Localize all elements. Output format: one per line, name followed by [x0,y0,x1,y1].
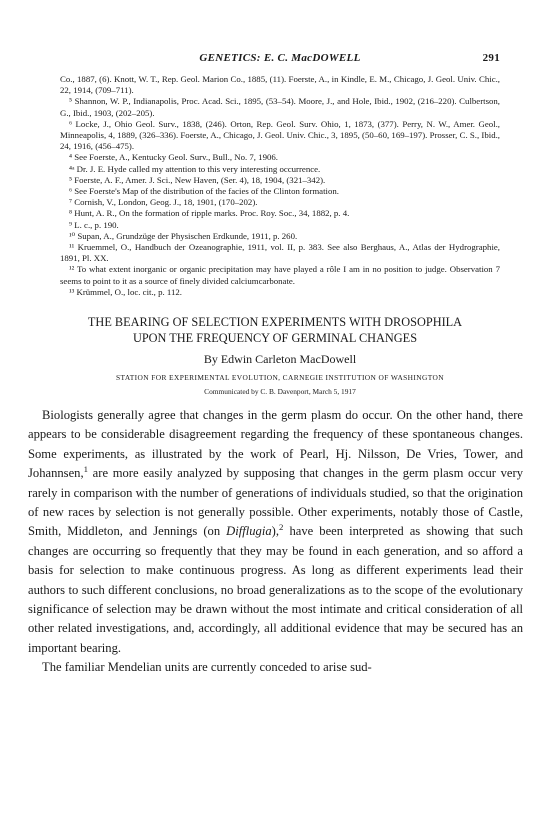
paragraph-text: Biologists generally agree that changes in the germ plasm do occur. On the other hand, there appears to be considerable disagreement regarding the frequency of these spontaneous changes. Some experiments, as illustrated by the work of Pearl, Hj. Nilsson, De Vries, Tower, and Johannsen, [28,408,523,481]
footnotes [60,74,500,298]
footnote: ⁸ Hunt, A. R., On the formation of ripple marks. Proc. Roy. Soc., 34, 1882, p. 4. [69,208,350,219]
footnote: ⁶ See Foerste's Map of the distribution of the facies of the Clinton formation. [69,186,339,197]
article-title-line: UPON THE FREQUENCY OF GERMINAL CHANGES [132,331,418,345]
running-title: GENETICS: E. C. MacDOWELL [199,52,361,64]
communicated-note: Communicated by C. B. Davenport, March 5, 1917 [204,387,356,396]
page-number: 291 [482,52,500,64]
footnote-ref: 2 [279,522,284,533]
footnote: ¹³ Krümmel, O., loc. cit., p. 112. [69,286,182,297]
footnote: ¹⁰ Supan, A., Grundzüge der Physischen Erdkunde, 1911, p. 260. [69,230,298,241]
footnote: ¹² To what extent inorganic or organic precipitation may have played a rôle I am in no position to judge. Observation 7 seems to point to it as a source of finely divided calciumcarbonate. [60,264,500,286]
footnote: ⁵ Shannon, W. P., Indianapolis, Proc. Acad. Sci., 1895, (53–54). Moore, J., and Hole, Ibid., 1902, (216–220). Culbertson, G., Ibid., 1903, (202–205). [60,96,500,118]
footnote: ⁷ Cornish, V., London, Geog. J., 18, 1901, (170–202). [69,197,258,208]
footnote: ⁶ Locke, J., Ohio Geol. Surv., 1838, (246). Orton, Rep. Geol. Surv. Ohio, 1, 1873, (377). Perry, N. W., Amer. Geol., Minneapolis, 4, 1889, (326–336). Foerste, A., Chicago, J. Geol. Univ. Chic., 3, 1895, (50–60, 169–197). Prosser, C. S., Ibid., 24, 1916, (456–475). [60,118,500,152]
footnote: ⁴ See Foerste, A., Kentucky Geol. Surv., Bull., No. 7, 1906. [69,152,278,163]
species-name: Difflugia [226,524,272,539]
footnote: Co., 1887, (6). Knott, W. T., Rep. Geol. Marion Co., 1885, (11). Foerste, A., in Kindle, E. M., Chicago, J. Geol. Univ. Chic., 22, 1914, (709–711). [60,74,500,96]
paragraph-text: are more easily analyzed by supposing that changes in the germ plasm occur very rarely in comparison with the number of generations of individuals studied, so that the origination of new races by selection is not generally possible. Other experiments, notably those of Castle, Smith, Middleton, and Jennings (on [28,466,523,539]
body-paragraph: The familiar Mendelian units are currently conceded to arise sud- [42,660,372,675]
footnote: ⁵ Foerste, A. F., Amer. J. Sci., New Haven, (Ser. 4), 18, 1904, (321–342). [69,174,326,185]
article-body [28,406,523,678]
article-title [30,314,520,346]
footnote: ⁹ L. c., p. 190. [69,219,119,230]
body-paragraph [28,406,523,658]
footnote-ref: 1 [83,464,89,475]
paragraph-text: have been interpreted as showing that such changes are occurring so frequently that they may be found in each generation, and so afford a basis for selection to make continuous progress. As long as different experiments lead their authors to such different conclusions, no broad generalizations as to the scope of the evolutionary significance of selection may be drawn without the most intimate and critical consideration of all other related investigations, and, accordingly, all additional evidence that may be secured has an important bearing. [28,524,523,655]
article-title-line: THE BEARING OF SELECTION EXPERIMENTS WITH DROSOPHILA [87,315,463,329]
paragraph-text: ), [271,524,279,539]
footnote: ¹¹ Kruemmel, O., Handbuch der Ozeanographie, 1911, vol. II, p. 383. See also Berghaus, A., Atlas der Hydrographie, 1891, Pl. XX. [60,242,500,264]
author-byline: By Edwin Carleton MacDowell [203,352,357,366]
footnote: ⁴ᵃ Dr. J. E. Hyde called my attention to this very interesting occurrence. [69,163,321,174]
author-affiliation: STATION FOR EXPERIMENTAL EVOLUTION, CARNEGIE INSTITUTION OF WASHINGTON [115,373,445,382]
